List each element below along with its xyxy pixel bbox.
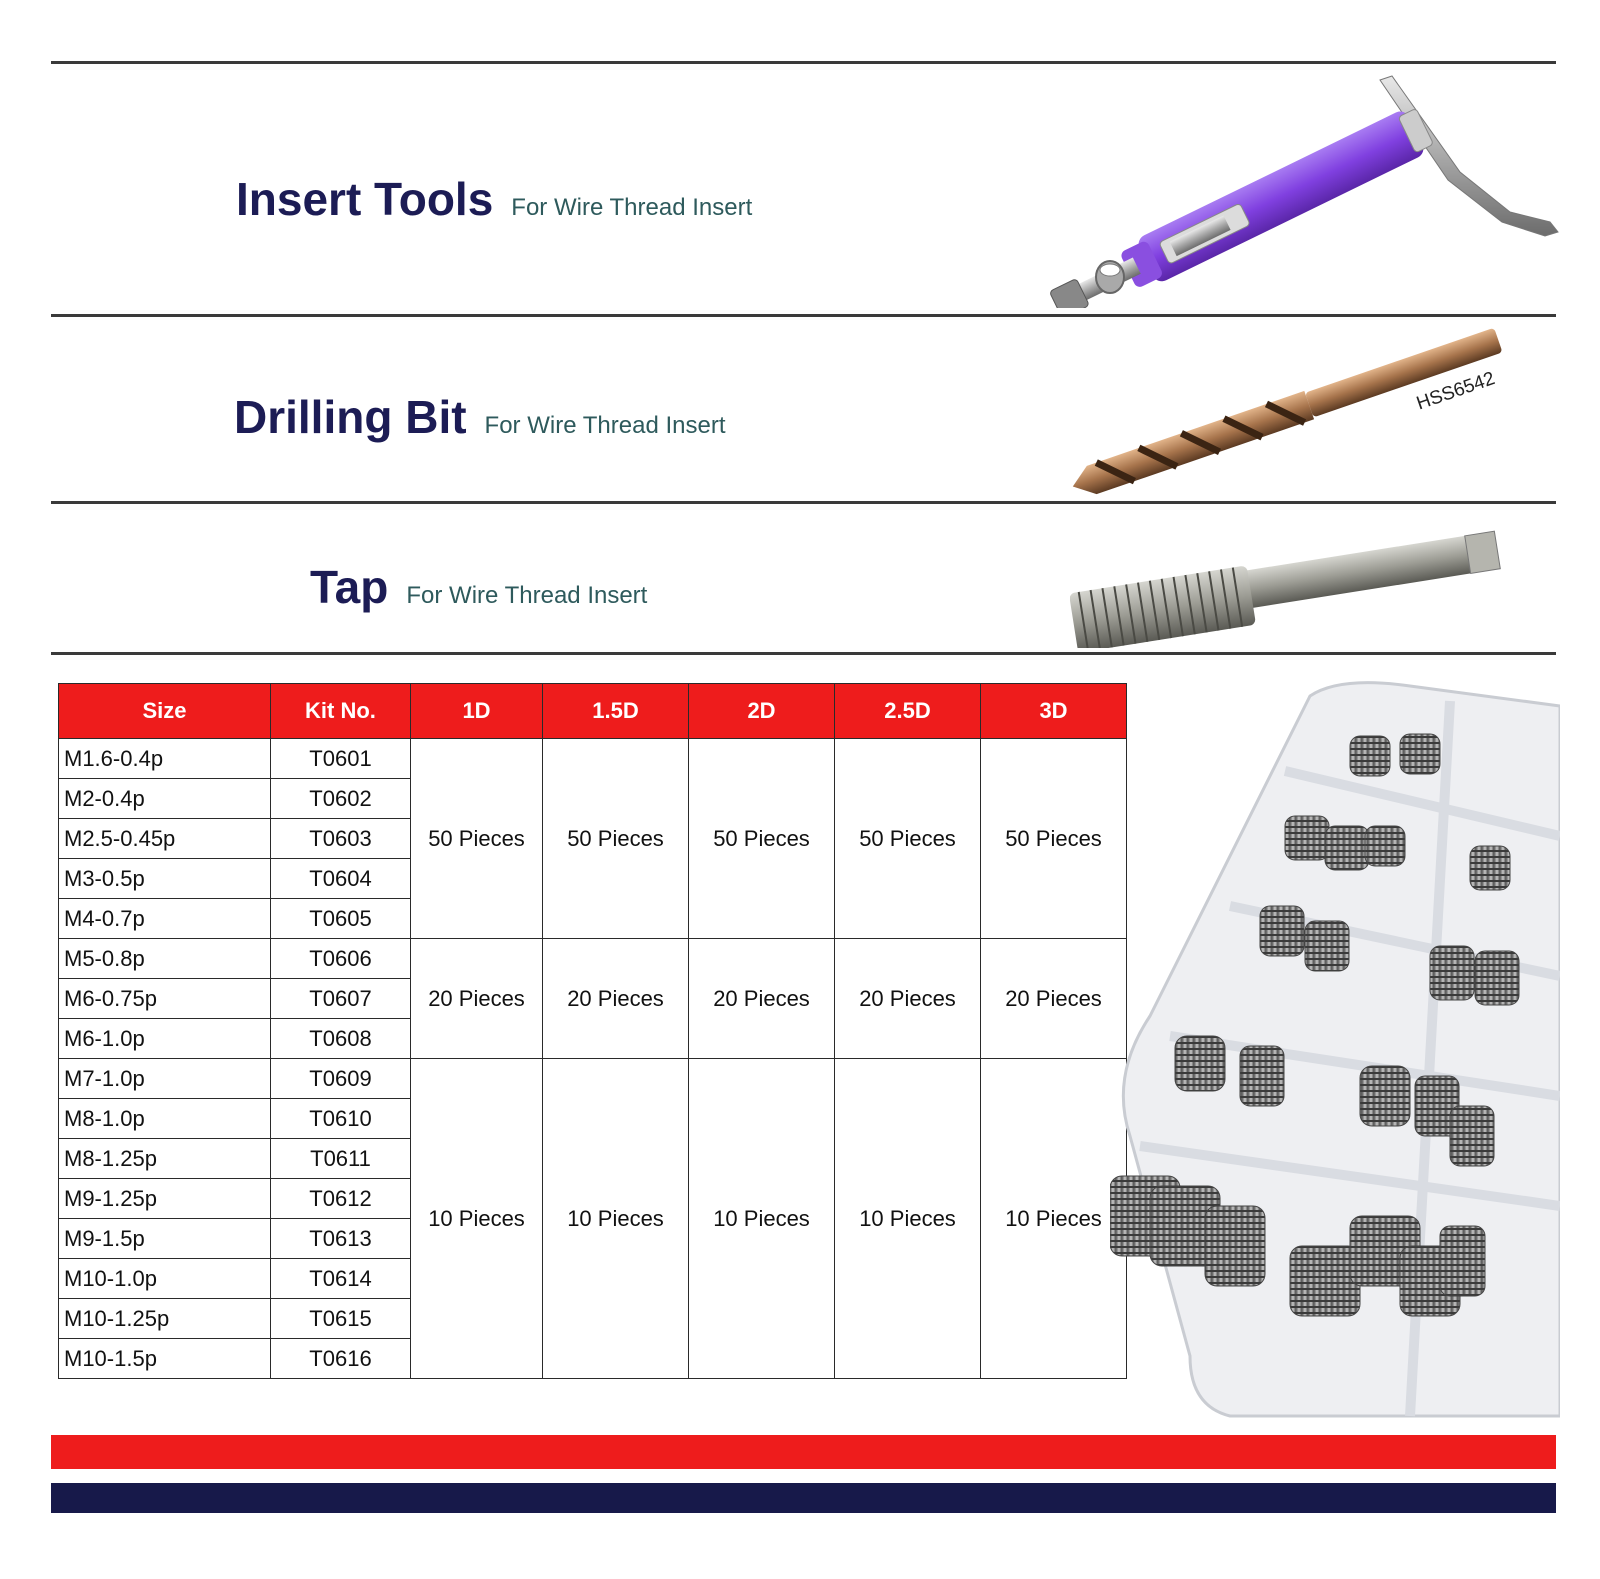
qty-cell: 20 Pieces bbox=[543, 939, 689, 1059]
kit-cell: T0610 bbox=[271, 1099, 411, 1139]
divider-3 bbox=[51, 652, 1556, 655]
divider-top bbox=[51, 61, 1556, 64]
header-kit-no: Kit No. bbox=[271, 684, 411, 739]
size-cell: M3-0.5p bbox=[59, 859, 271, 899]
header-size: Size bbox=[59, 684, 271, 739]
kit-cell: T0614 bbox=[271, 1259, 411, 1299]
kit-cell: T0602 bbox=[271, 779, 411, 819]
kit-cell: T0616 bbox=[271, 1339, 411, 1379]
kit-cell: T0613 bbox=[271, 1219, 411, 1259]
kit-cell: T0603 bbox=[271, 819, 411, 859]
kit-cell: T0606 bbox=[271, 939, 411, 979]
section-subtitle: For Wire Thread Insert bbox=[484, 412, 726, 439]
kit-cell: T0607 bbox=[271, 979, 411, 1019]
qty-cell: 20 Pieces bbox=[411, 939, 543, 1059]
drill-bit-image bbox=[1060, 325, 1530, 495]
qty-cell: 10 Pieces bbox=[411, 1059, 543, 1379]
decorative-red-band bbox=[51, 1435, 1556, 1469]
divider-1 bbox=[51, 314, 1556, 317]
qty-cell: 10 Pieces bbox=[543, 1059, 689, 1379]
divider-2 bbox=[51, 501, 1556, 504]
qty-cell: 50 Pieces bbox=[981, 739, 1127, 939]
table-row bbox=[59, 739, 1127, 779]
drilling-bit-heading bbox=[234, 390, 726, 444]
kit-cell: T0609 bbox=[271, 1059, 411, 1099]
size-cell: M9-1.25p bbox=[59, 1179, 271, 1219]
kit-cell: T0604 bbox=[271, 859, 411, 899]
size-cell: M8-1.25p bbox=[59, 1139, 271, 1179]
kit-cell: T0611 bbox=[271, 1139, 411, 1179]
decorative-navy-band bbox=[51, 1483, 1556, 1513]
size-cell: M5-0.8p bbox=[59, 939, 271, 979]
header-2d: 2D bbox=[689, 684, 835, 739]
qty-cell: 20 Pieces bbox=[689, 939, 835, 1059]
size-cell: M4-0.7p bbox=[59, 899, 271, 939]
tap-heading bbox=[310, 560, 647, 614]
size-cell: M9-1.5p bbox=[59, 1219, 271, 1259]
size-cell: M7-1.0p bbox=[59, 1059, 271, 1099]
section-title: Insert Tools bbox=[236, 173, 494, 225]
size-cell: M2.5-0.45p bbox=[59, 819, 271, 859]
size-cell: M2-0.4p bbox=[59, 779, 271, 819]
qty-cell: 50 Pieces bbox=[689, 739, 835, 939]
kit-cell: T0612 bbox=[271, 1179, 411, 1219]
qty-cell: 50 Pieces bbox=[543, 739, 689, 939]
size-cell: M6-0.75p bbox=[59, 979, 271, 1019]
qty-cell: 10 Pieces bbox=[689, 1059, 835, 1379]
size-cell: M10-1.25p bbox=[59, 1299, 271, 1339]
qty-cell: 50 Pieces bbox=[835, 739, 981, 939]
header-3d: 3D bbox=[981, 684, 1127, 739]
header-1-5d: 1.5D bbox=[543, 684, 689, 739]
kit-cell: T0608 bbox=[271, 1019, 411, 1059]
section-subtitle: For Wire Thread Insert bbox=[511, 194, 753, 221]
size-cell: M6-1.0p bbox=[59, 1019, 271, 1059]
insert-tools-heading bbox=[236, 172, 752, 226]
section-title: Drilling Bit bbox=[234, 391, 467, 443]
insert-kit-case-image bbox=[1110, 676, 1560, 1436]
insert-tool-image bbox=[1040, 72, 1560, 308]
section-title: Tap bbox=[310, 561, 389, 613]
kit-cell: T0615 bbox=[271, 1299, 411, 1339]
qty-cell: 10 Pieces bbox=[835, 1059, 981, 1379]
size-cell: M1.6-0.4p bbox=[59, 739, 271, 779]
table-row bbox=[59, 939, 1127, 979]
qty-cell: 20 Pieces bbox=[835, 939, 981, 1059]
header-1d: 1D bbox=[411, 684, 543, 739]
qty-cell: 50 Pieces bbox=[411, 739, 543, 939]
size-cell: M8-1.0p bbox=[59, 1099, 271, 1139]
section-subtitle: For Wire Thread Insert bbox=[406, 582, 648, 609]
table-row bbox=[59, 1059, 1127, 1099]
table-header-row bbox=[59, 684, 1127, 739]
spec-table bbox=[58, 683, 1127, 1379]
size-cell: M10-1.0p bbox=[59, 1259, 271, 1299]
qty-cell: 20 Pieces bbox=[981, 939, 1127, 1059]
header-2-5d: 2.5D bbox=[835, 684, 981, 739]
size-cell: M10-1.5p bbox=[59, 1339, 271, 1379]
kit-cell: T0601 bbox=[271, 739, 411, 779]
qty-cell: 10 Pieces bbox=[981, 1059, 1127, 1379]
tap-image bbox=[1070, 518, 1520, 648]
kit-cell: T0605 bbox=[271, 899, 411, 939]
drill-marking: HSS6542 bbox=[1413, 368, 1498, 415]
